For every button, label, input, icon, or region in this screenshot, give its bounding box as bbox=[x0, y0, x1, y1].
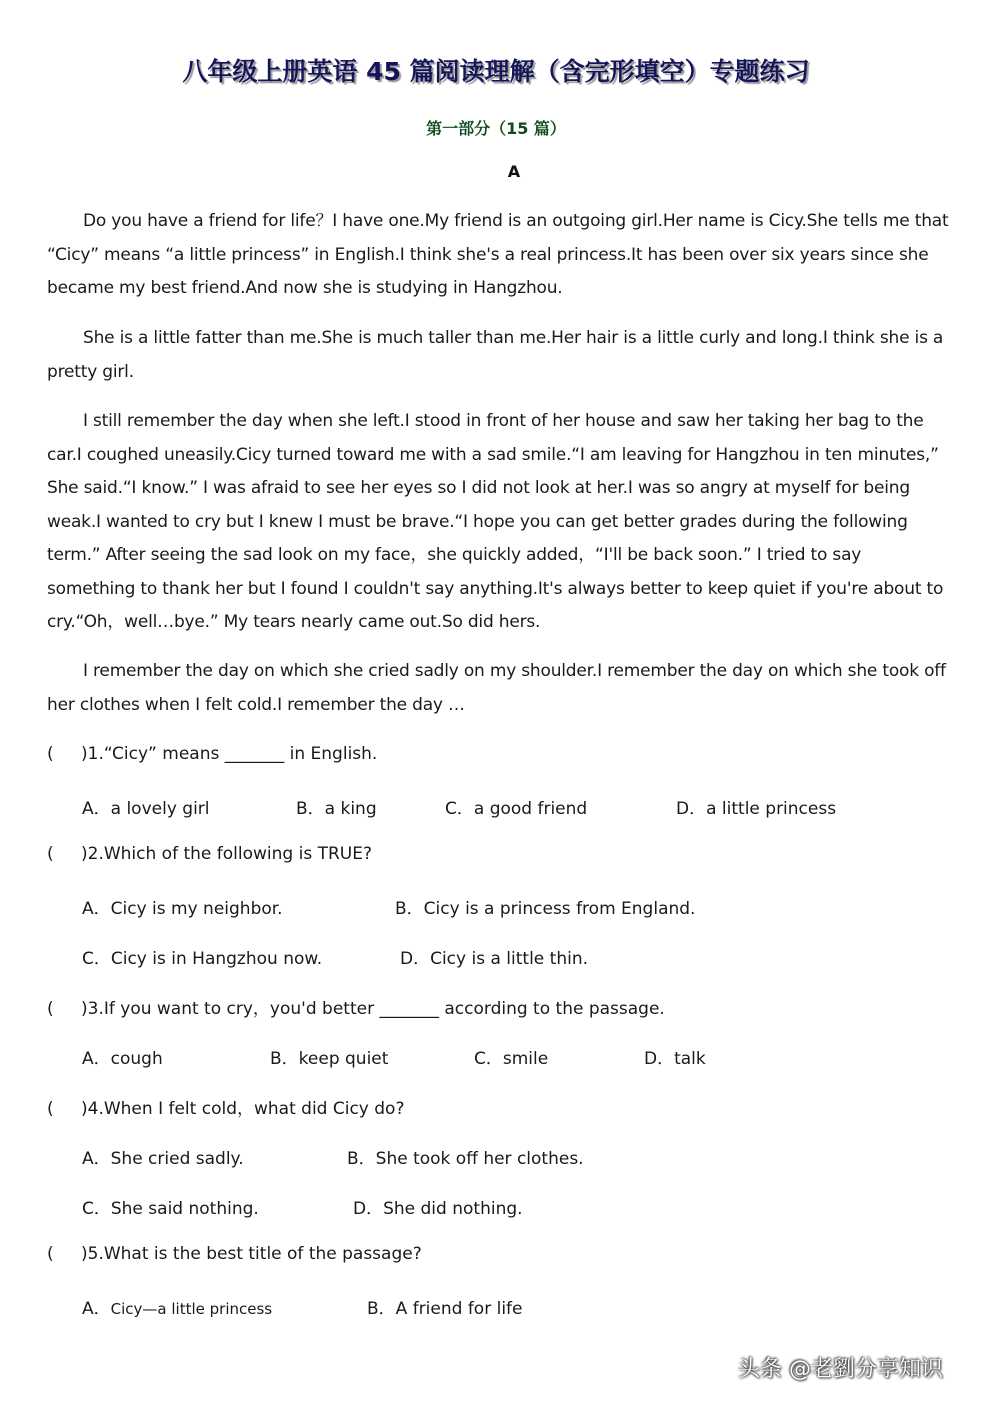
q3-option-a: A．cough bbox=[82, 1049, 163, 1069]
q4-option-d: D．She did nothing. bbox=[353, 1199, 523, 1219]
document-title: 八年级上册英语 45 篇阅读理解（含完形填空）专题练习 bbox=[182, 57, 810, 86]
question-stem: )4.When I felt cold，what did Cicy do? bbox=[81, 1099, 405, 1119]
q4-option-c: C．She said nothing. bbox=[82, 1199, 259, 1219]
q5-option-a bbox=[82, 1294, 272, 1319]
q2-option-d: D．Cicy is a little thin. bbox=[400, 949, 589, 969]
watermark: 头条 @老劉分享知识 bbox=[738, 1357, 943, 1382]
q3-option-c: C．smile bbox=[474, 1049, 549, 1069]
question-5 bbox=[47, 1244, 422, 1264]
passage-paragraph-4: I remember the day on which she cried sadly on my shoulder.I remember the day on which she took off her clothes when I felt cold.I remember the day … bbox=[47, 661, 946, 715]
answer-bracket[interactable]: ( bbox=[47, 999, 54, 1019]
q1-option-b: B．a king bbox=[296, 799, 377, 819]
q1-option-a: A．a lovely girl bbox=[82, 799, 210, 819]
question-1 bbox=[47, 744, 377, 764]
question-stem: )1.“Cicy” means _______ in English. bbox=[81, 744, 378, 764]
question-3 bbox=[47, 994, 665, 1019]
question-stem: )5.What is the best title of the passage? bbox=[81, 1244, 422, 1264]
q5-option-b: B．A friend for life bbox=[367, 1299, 523, 1319]
q2-option-b: B．Cicy is a princess from England. bbox=[395, 899, 696, 919]
passage-paragraph-2: She is a little fatter than me.She is much taller than me.Her hair is a little curly and long.I think she is a pretty girl. bbox=[47, 328, 944, 382]
question-2 bbox=[47, 844, 372, 864]
answer-bracket[interactable]: ( bbox=[47, 744, 54, 764]
option-text: Cicy—a little princess bbox=[110, 1300, 273, 1318]
question-stem: )2.Which of the following is TRUE? bbox=[81, 844, 372, 864]
passage-paragraph-3: I still remember the day when she left.I stood in front of her house and saw her taking her bag to the car.I coughed uneasily.Cicy turned toward me with a sad smile.“I am leaving for Hangzhou in ten minutes,” She said.“I know.” I was afraid to see her eyes so I did not look at her.I was so angry at myself for being weak.I wanted to cry but I knew I must be brave.“I hope you can get better grades during the following term.” After seeing the sad look on my face，she quickly added，“I'll be back soon.” I tried to say something to thank her but I found I couldn't say anything.It's always better to keep quiet if you're about to cry.“Oh，well…bye.” My tears nearly came out.So did hers. bbox=[47, 411, 944, 632]
answer-bracket[interactable]: ( bbox=[47, 844, 54, 864]
passage-paragraph-1: Do you have a friend for life？I have one.My friend is an outgoing girl.Her name is Cicy.She tells me that “Cicy” means “a little princess” in English.I think she's a real princess.It has been over six years since she became my best friend.And now she is studying in Hangzhou. bbox=[47, 211, 949, 298]
q2-option-c: C．Cicy is in Hangzhou now. bbox=[82, 949, 323, 969]
q1-option-d: D．a little princess bbox=[676, 799, 837, 819]
option-letter: A． bbox=[82, 1299, 111, 1319]
q3-option-b: B．keep quiet bbox=[270, 1049, 389, 1069]
part-heading: 第一部分（15 篇） bbox=[426, 119, 566, 138]
q4-option-a: A．She cried sadly. bbox=[82, 1149, 244, 1169]
answer-bracket[interactable]: ( bbox=[47, 1099, 54, 1119]
q3-option-d: D．talk bbox=[644, 1049, 706, 1069]
question-4 bbox=[47, 1094, 404, 1119]
q2-option-a: A．Cicy is my neighbor. bbox=[82, 899, 283, 919]
section-letter: A bbox=[507, 162, 521, 181]
q1-option-c: C．a good friend bbox=[445, 799, 588, 819]
answer-bracket[interactable]: ( bbox=[47, 1244, 54, 1264]
q4-option-b: B．She took off her clothes. bbox=[347, 1149, 584, 1169]
question-stem: )3.If you want to cry，you'd better _______ according to the passage. bbox=[81, 999, 665, 1019]
